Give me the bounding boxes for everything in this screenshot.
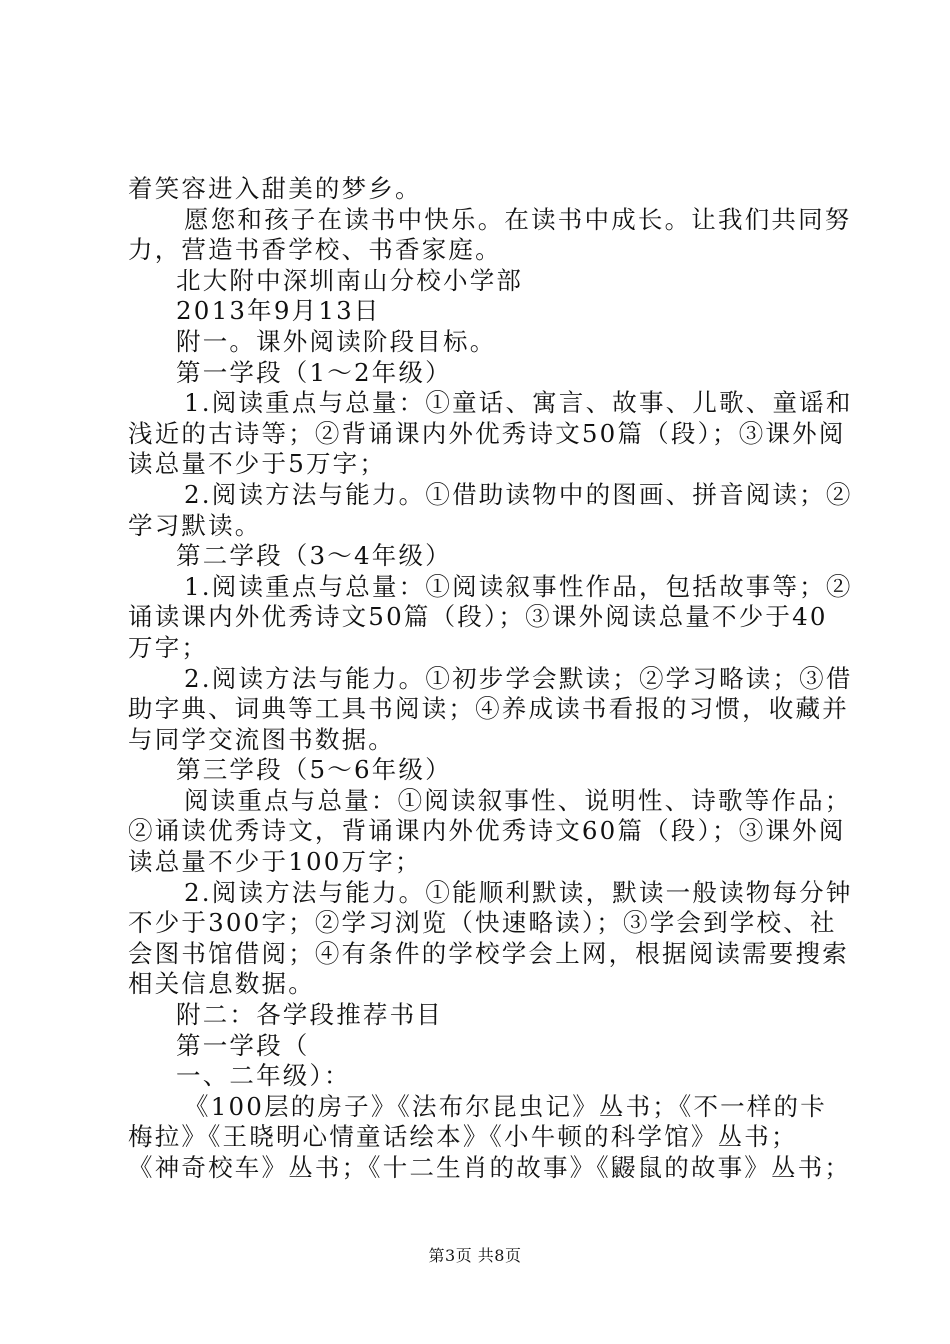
text-line: ②诵读优秀诗文，背诵课内外优秀诗文60篇（段）；③课外阅 bbox=[128, 816, 846, 846]
page-number-footer: 第3页 共8页 bbox=[428, 1246, 522, 1265]
text-line: 2.阅读方法与能力。①初步学会默读；②学习略读；③借 bbox=[184, 663, 853, 693]
section-heading: 一、二年级）： bbox=[176, 1061, 351, 1091]
text-line: 浅近的古诗等；②背诵课内外优秀诗文50篇（段）；③课外阅 bbox=[128, 418, 846, 448]
text-line: 《100层的房子》《法布尔昆虫记》丛书；《不一样的卡 bbox=[184, 1091, 827, 1121]
text-line: 1.阅读重点与总量：①童话、寓言、故事、儿歌、童谣和 bbox=[184, 388, 853, 418]
signature-organization: 北大附中深圳南山分校小学部 bbox=[176, 265, 524, 295]
section-heading: 第三学段（5～6年级） bbox=[176, 755, 452, 785]
signature-date: 2013年9月13日 bbox=[176, 296, 381, 326]
text-line: 2.阅读方法与能力。①借助读物中的图画、拼音阅读；② bbox=[184, 479, 853, 509]
text-line: 不少于300字；②学习浏览（快速略读）；③学会到学校、社 bbox=[128, 908, 837, 938]
text-line: 着笑容进入甜美的梦乡。 bbox=[128, 174, 422, 203]
text-line: 万字； bbox=[128, 632, 209, 662]
text-line: 会图书馆借阅；④有条件的学校学会上网，根据阅读需要搜索 bbox=[128, 938, 849, 968]
section-heading: 第一学段（1～2年级） bbox=[176, 357, 452, 387]
text-line: 相关信息数据。 bbox=[128, 969, 315, 999]
text-line: 2.阅读方法与能力。①能顺利默读，默读一般读物每分钟 bbox=[184, 877, 853, 907]
document-body bbox=[128, 174, 853, 1184]
section-heading: 第一学段（ bbox=[176, 1030, 310, 1060]
section-heading: 第二学段（3～4年级） bbox=[176, 541, 452, 571]
text-line: 阅读重点与总量：①阅读叙事性、说明性、诗歌等作品； bbox=[184, 785, 852, 815]
text-line: 愿您和孩子在读书中快乐。在读书中成长。让我们共同努 bbox=[184, 204, 852, 234]
appendix-heading: 附二：各学段推荐书目 bbox=[176, 1000, 443, 1030]
appendix-heading: 附一。课外阅读阶段目标。 bbox=[176, 326, 497, 356]
text-line: 梅拉》《王晓明心情童话绘本》《小牛顿的科学馆》丛书； bbox=[128, 1122, 798, 1152]
text-line: 诵读课内外优秀诗文50篇（段）；③课外阅读总量不少于40 bbox=[128, 602, 828, 632]
text-line: 学习默读。 bbox=[128, 510, 262, 540]
text-line: 力，营造书香学校、书香家庭。 bbox=[128, 235, 502, 265]
text-line: 读总量不少于100万字； bbox=[128, 847, 422, 877]
text-line: 与同学交流图书数据。 bbox=[128, 724, 395, 754]
text-line: 读总量不少于5万字； bbox=[128, 449, 387, 479]
text-line: 1.阅读重点与总量：①阅读叙事性作品，包括故事等；② bbox=[184, 571, 853, 601]
text-line: 助字典、词典等工具书阅读；④养成读书看报的习惯，收藏并 bbox=[128, 694, 849, 724]
text-line: 《神奇校车》丛书；《十二生肖的故事》《鼹鼠的故事》丛书； bbox=[128, 1153, 852, 1182]
